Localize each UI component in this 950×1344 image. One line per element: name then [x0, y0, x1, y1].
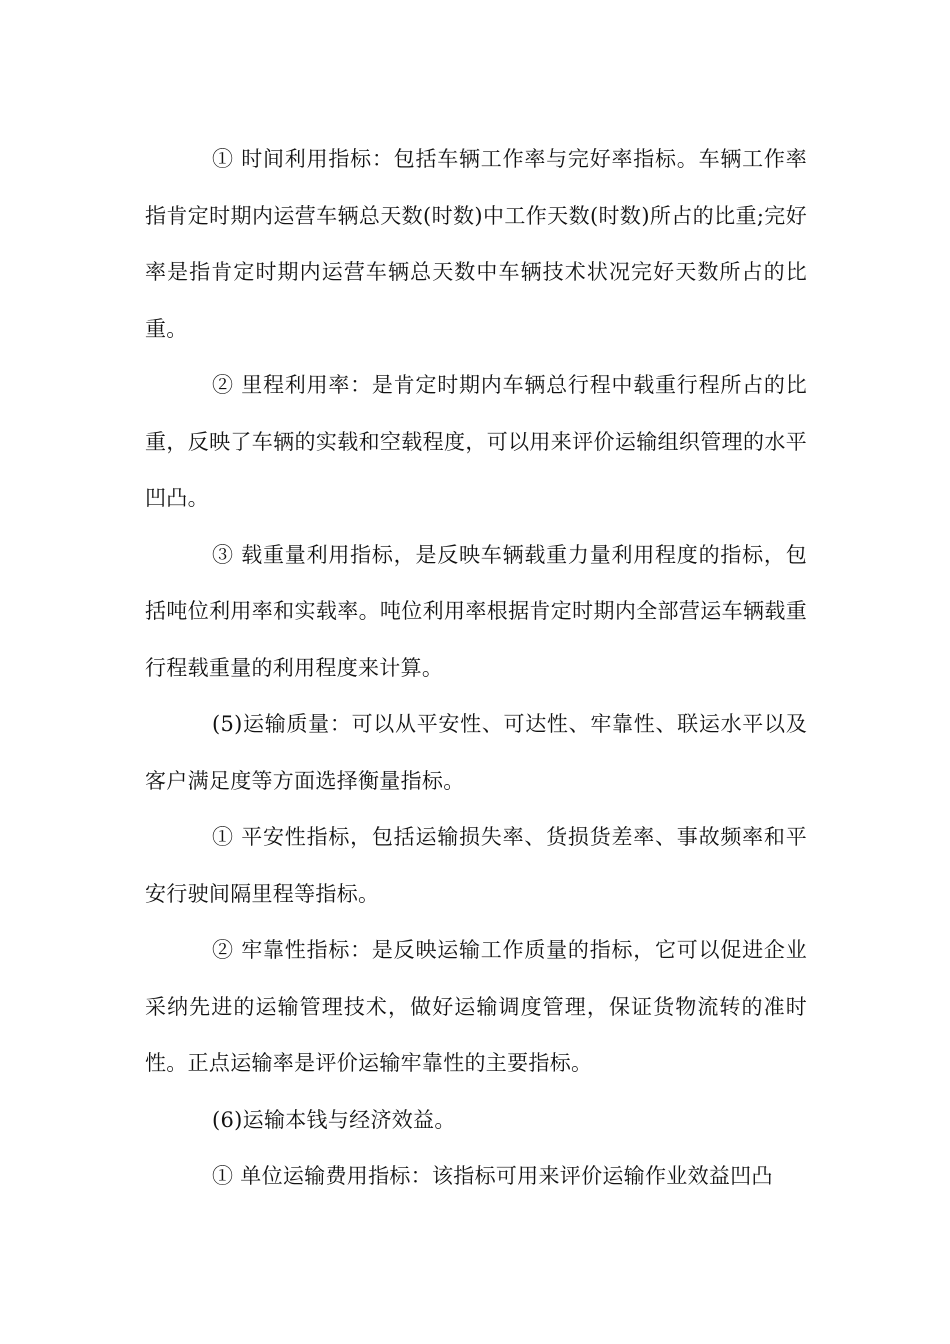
paragraph-safety-indicators: ① 平安性指标，包括运输损失率、货损货差率、事故频率和平安行驶间隔里程等指标。 — [145, 825, 807, 906]
paragraph-load-utilization: ③ 载重量利用指标，是反映车辆载重力量利用程度的指标，包括吨位利用率和实载率。吨位利用率根据肯定时期内全部营运车辆载重行程载重量的利用程度来计算。 — [145, 542, 807, 680]
paragraph-mileage-utilization: ② 里程利用率：是肯定时期内车辆总行程中载重行程所占的比重，反映了车辆的实载和空载程度，可以用来评价运输组织管理的水平凹凸。 — [145, 373, 807, 510]
paragraph-unit-cost-indicators: ① 单位运输费用指标：该指标可用来评价运输作业效益凹凸 — [212, 1164, 773, 1188]
document-body — [145, 131, 807, 1205]
paragraph-transport-quality: (5)运输质量：可以从平安性、可达性、牢靠性、联运水平以及客户满足度等方面选择衡量指标。 — [145, 712, 807, 793]
paragraph-reliability-indicators: ② 牢靠性指标：是反映运输工作质量的指标，它可以促进企业采纳先进的运输管理技术，做好运输调度管理，保证货物流转的准时性。正点运输率是评价运输牢靠性的主要指标。 — [145, 938, 807, 1075]
paragraph-cost-benefit-heading: (6)运输本钱与经济效益。 — [212, 1107, 456, 1132]
paragraph-time-utilization: ① 时间利用指标：包括车辆工作率与完好率指标。车辆工作率指肯定时期内运营车辆总天数(时数)中工作天数(时数)所占的比重;完好率是指肯定时期内运营车辆总天数中车辆技术状况完好天数所占的比重。 — [145, 147, 807, 341]
